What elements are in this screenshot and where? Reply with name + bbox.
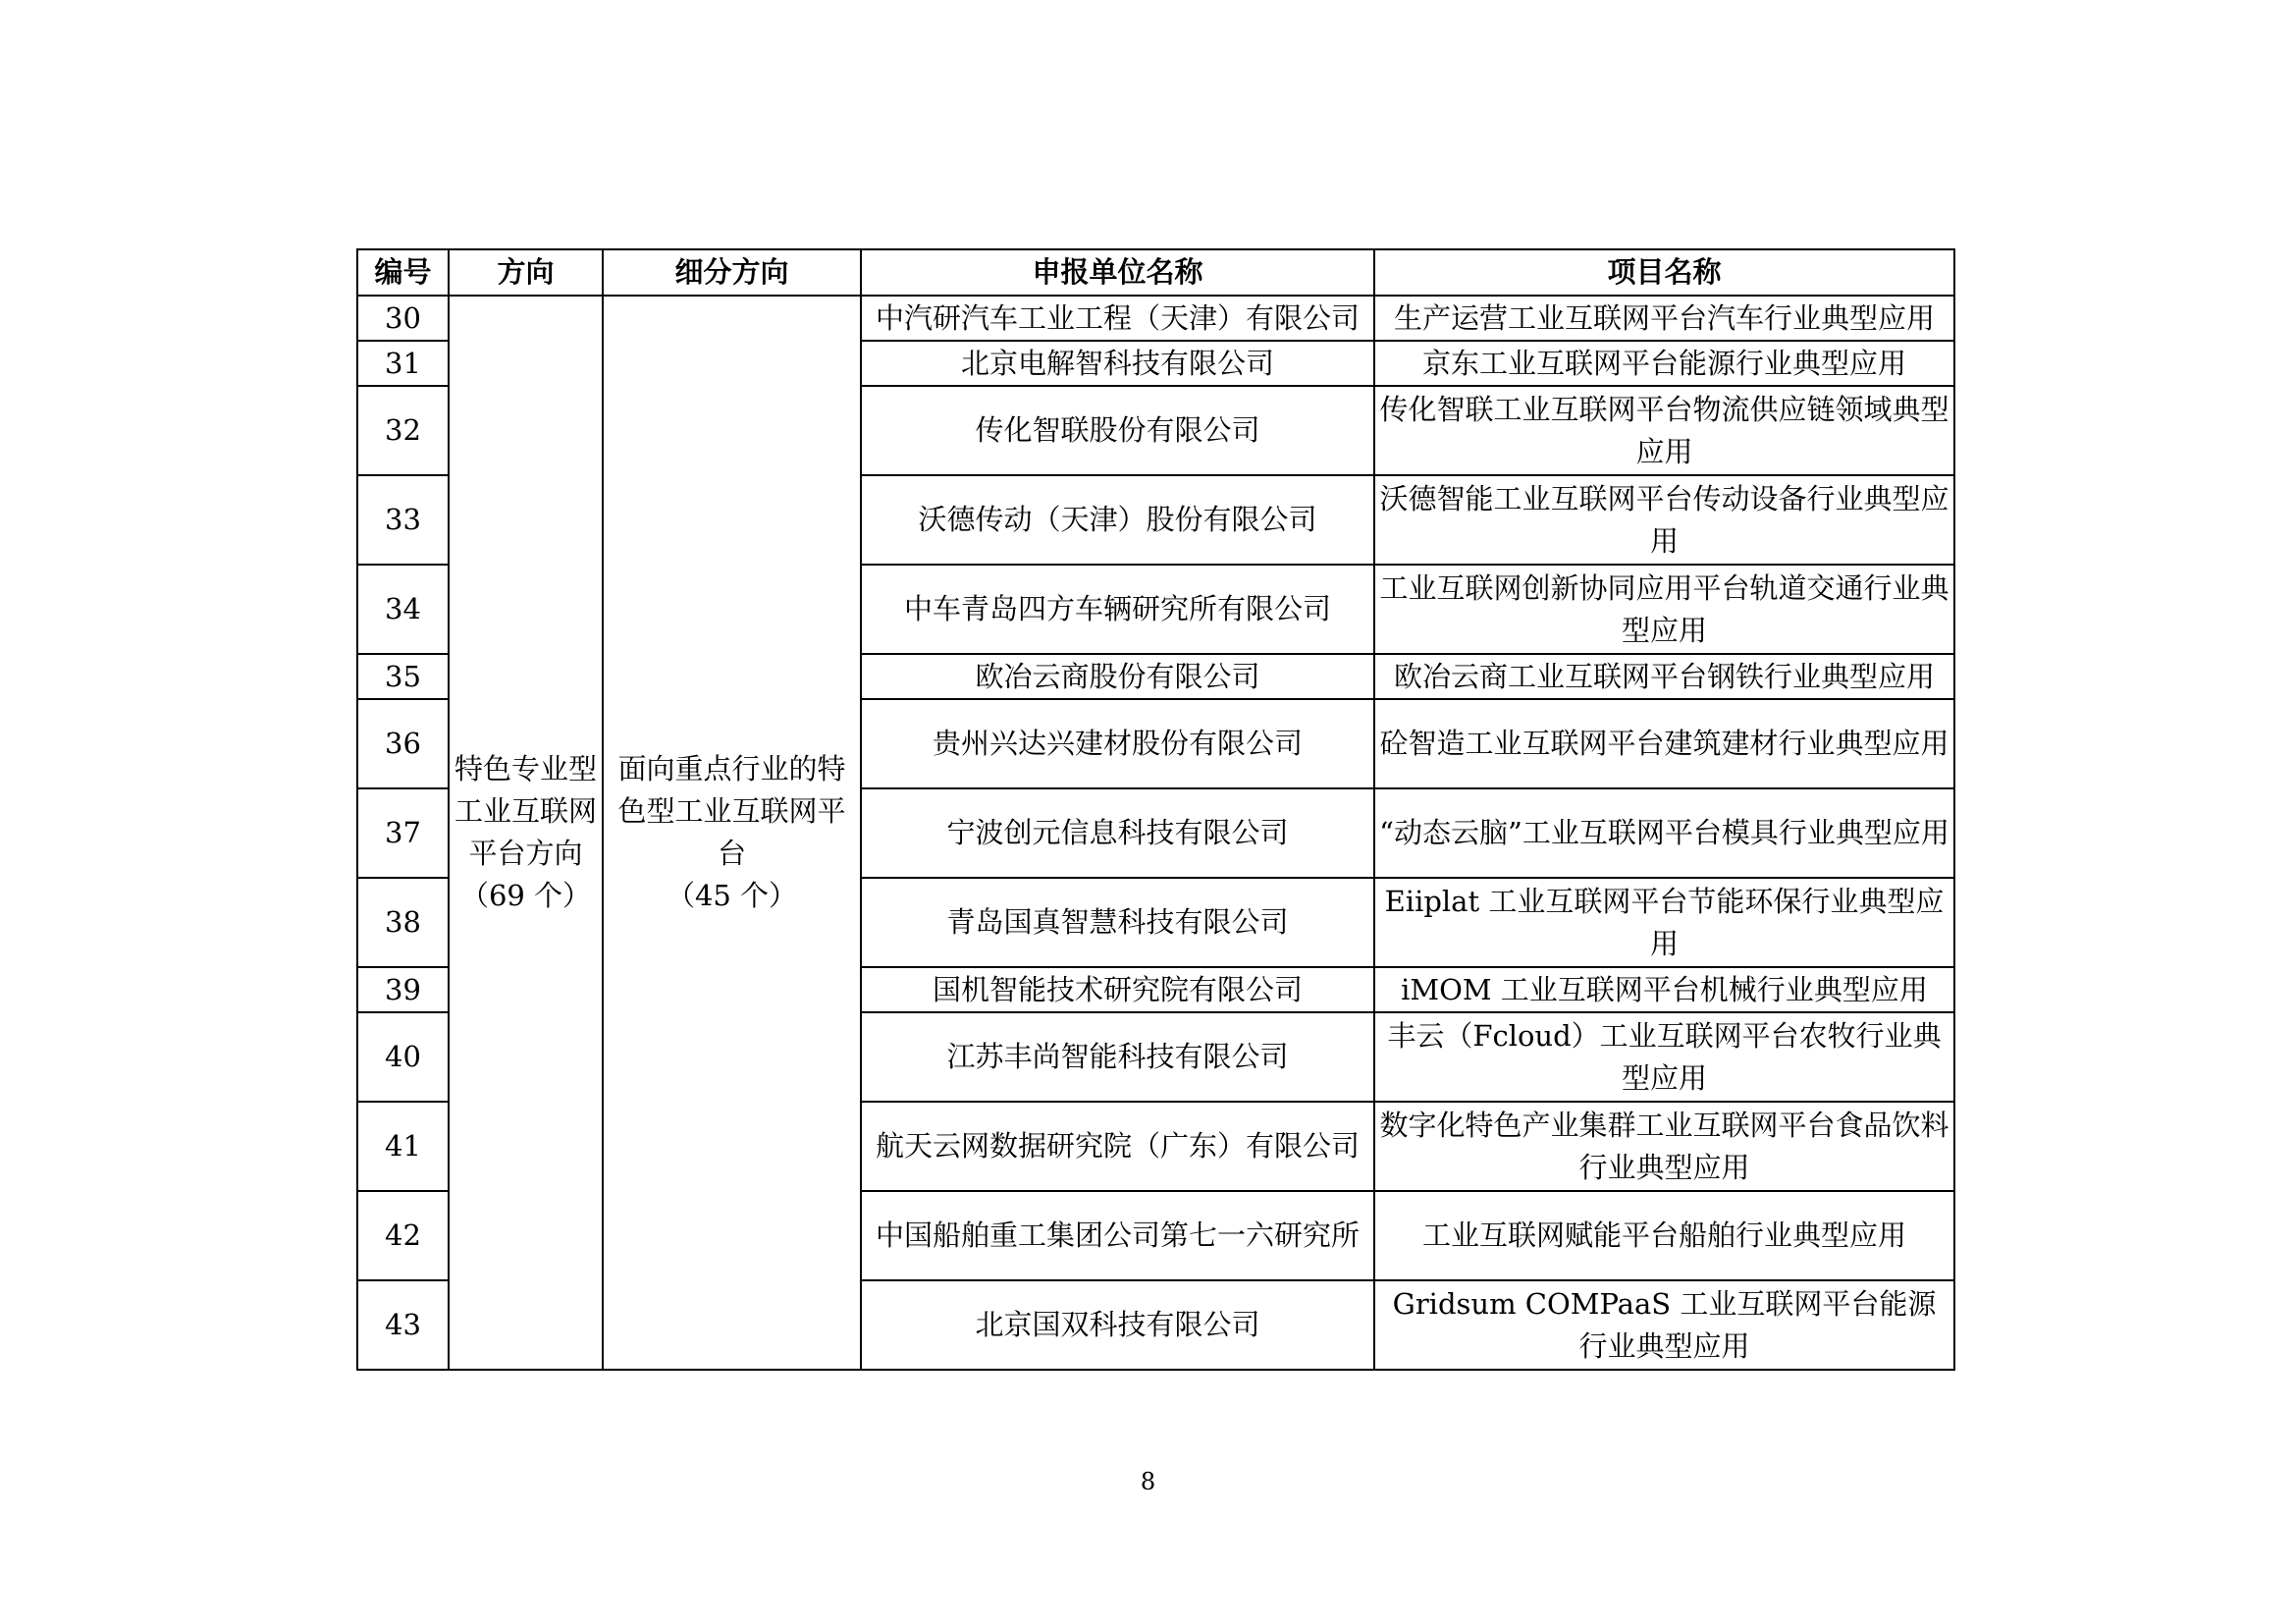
direction-line: 特色专业型 [454,752,597,785]
row-number: 32 [357,386,449,475]
unit-name: 沃德传动（天津）股份有限公司 [861,475,1374,565]
project-table [356,248,1955,1371]
unit-name: 贵州兴达兴建材股份有限公司 [861,699,1374,788]
unit-name: 青岛国真智慧科技有限公司 [861,878,1374,967]
header-number: 编号 [357,249,449,296]
direction-line: 平台方向 [468,837,583,870]
sub-direction-count: （45 个） [666,879,798,912]
row-number: 31 [357,341,449,386]
sub-direction-cell [603,296,861,1370]
project-name: 欧冶云商工业互联网平台钢铁行业典型应用 [1374,654,1954,699]
unit-name: 北京电解智科技有限公司 [861,341,1374,386]
unit-name: 北京国双科技有限公司 [861,1280,1374,1370]
row-number: 38 [357,878,449,967]
project-name: 生产运营工业互联网平台汽车行业典型应用 [1374,296,1954,341]
table-header-row [357,249,1954,296]
table-row [357,296,1954,341]
header-project-name: 项目名称 [1374,249,1954,296]
row-number: 42 [357,1191,449,1280]
header-sub-direction: 细分方向 [603,249,861,296]
unit-name: 中车青岛四方车辆研究所有限公司 [861,565,1374,654]
unit-name: 国机智能技术研究院有限公司 [861,967,1374,1012]
sub-direction-line: 面向重点行业的特 [617,752,846,785]
row-number: 35 [357,654,449,699]
unit-name: 欧冶云商股份有限公司 [861,654,1374,699]
row-number: 30 [357,296,449,341]
project-name: 京东工业互联网平台能源行业典型应用 [1374,341,1954,386]
row-number: 36 [357,699,449,788]
project-name: 传化智联工业互联网平台物流供应链领域典型应用 [1374,386,1954,475]
unit-name: 江苏丰尚智能科技有限公司 [861,1012,1374,1102]
header-direction: 方向 [449,249,603,296]
row-number: 37 [357,788,449,878]
header-unit-name: 申报单位名称 [861,249,1374,296]
unit-name: 中汽研汽车工业工程（天津）有限公司 [861,296,1374,341]
row-number: 43 [357,1280,449,1370]
unit-name: 航天云网数据研究院（广东）有限公司 [861,1102,1374,1191]
row-number: 34 [357,565,449,654]
project-name: iMOM 工业互联网平台机械行业典型应用 [1374,967,1954,1012]
direction-line: 工业互联网 [454,794,597,828]
project-name: 沃德智能工业互联网平台传动设备行业典型应用 [1374,475,1954,565]
row-number: 39 [357,967,449,1012]
direction-cell [449,296,603,1370]
row-number: 40 [357,1012,449,1102]
unit-name: 宁波创元信息科技有限公司 [861,788,1374,878]
project-name: Eiiplat 工业互联网平台节能环保行业典型应用 [1374,878,1954,967]
unit-name: 中国船舶重工集团公司第七一六研究所 [861,1191,1374,1280]
project-name: 丰云（Fcloud）工业互联网平台农牧行业典型应用 [1374,1012,1954,1102]
project-name: 工业互联网创新协同应用平台轨道交通行业典型应用 [1374,565,1954,654]
direction-count: （69 个） [459,879,592,912]
page-number: 8 [1140,1468,1156,1495]
project-name: Gridsum COMPaaS 工业互联网平台能源行业典型应用 [1374,1280,1954,1370]
sub-direction-line: 台 [717,837,746,870]
project-name: 数字化特色产业集群工业互联网平台食品饮料行业典型应用 [1374,1102,1954,1191]
project-name: 工业互联网赋能平台船舶行业典型应用 [1374,1191,1954,1280]
row-number: 41 [357,1102,449,1191]
project-name: 砼智造工业互联网平台建筑建材行业典型应用 [1374,699,1954,788]
sub-direction-line: 色型工业互联网平 [617,794,846,828]
row-number: 33 [357,475,449,565]
unit-name: 传化智联股份有限公司 [861,386,1374,475]
project-name: “动态云脑”工业互联网平台模具行业典型应用 [1374,788,1954,878]
